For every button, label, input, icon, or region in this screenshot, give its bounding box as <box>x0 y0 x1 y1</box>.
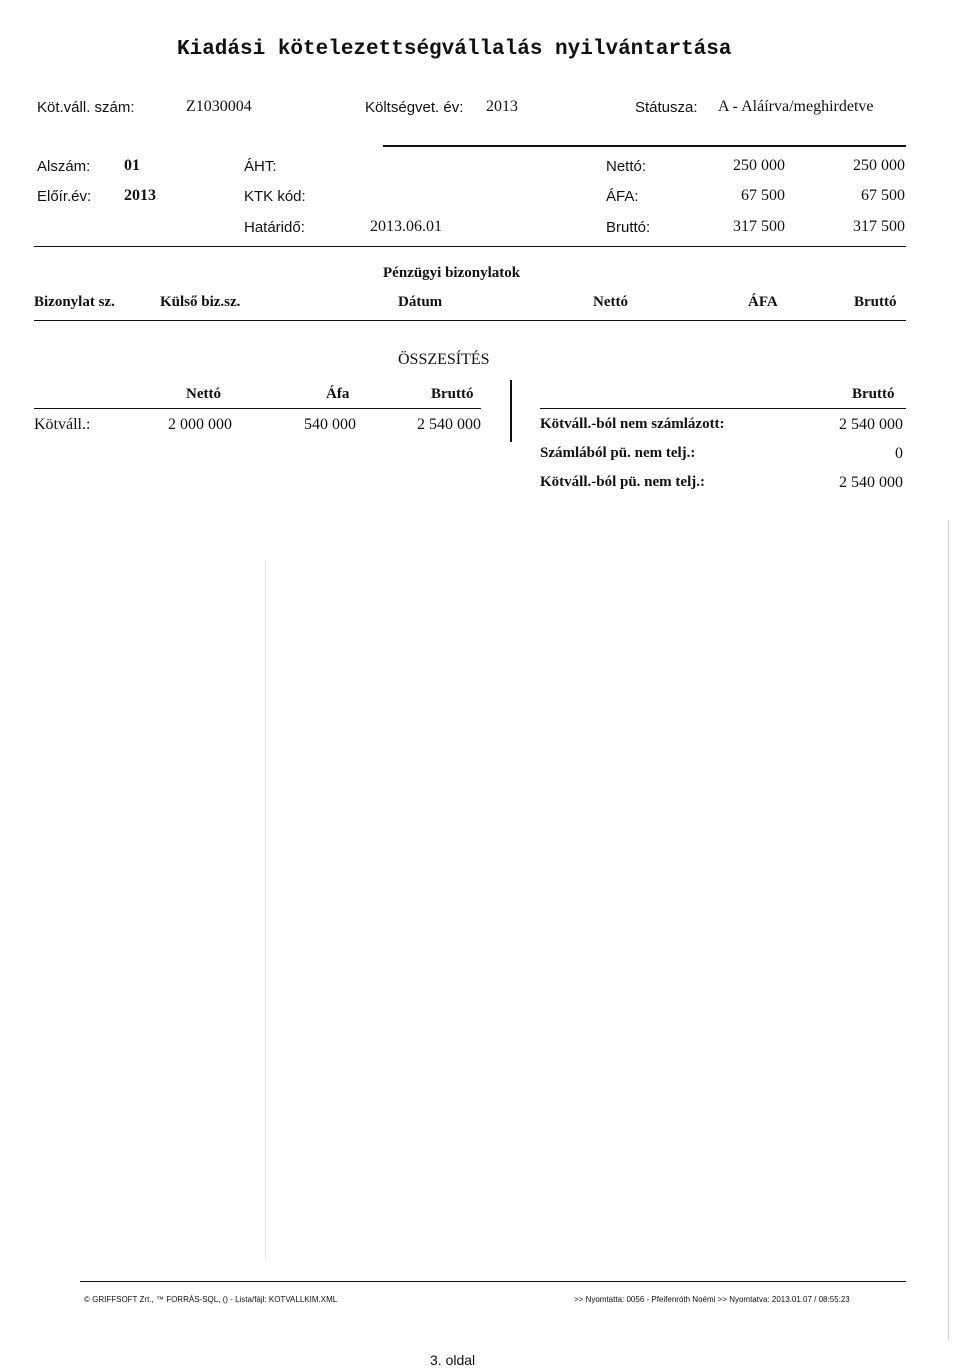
brutto-value-1: 317 500 <box>733 218 785 235</box>
summary-header-brutto: Bruttó <box>431 386 474 402</box>
summary-value-netto: 2 000 000 <box>168 416 232 433</box>
summary-value-brutto: 2 540 000 <box>417 416 481 433</box>
afa-value-2: 67 500 <box>861 187 905 204</box>
hatarido-label: Határidő: <box>244 219 305 236</box>
summary-right-value-3: 2 540 000 <box>839 474 903 491</box>
summary-title: ÖSSZESÍTÉS <box>398 351 490 368</box>
summary-right-value-2: 0 <box>895 445 903 462</box>
summary-header-netto: Nettó <box>186 386 221 402</box>
financial-docs-rule <box>34 320 906 321</box>
financial-docs-title: Pénzügyi bizonylatok <box>383 265 521 281</box>
summary-right-value-1: 2 540 000 <box>839 416 903 433</box>
col-afa: ÁFA <box>748 294 778 310</box>
col-datum: Dátum <box>398 294 443 310</box>
details-rule <box>34 246 906 247</box>
summary-row-label: Kötváll.: <box>34 416 91 433</box>
summary-right-rule <box>540 408 906 409</box>
col-kulso-biz-sz: Külső biz.sz. <box>160 294 241 310</box>
netto-label: Nettó: <box>606 158 647 175</box>
hatarido-value: 2013.06.01 <box>370 218 442 235</box>
summary-value-afa: 540 000 <box>304 416 356 433</box>
header-rule <box>383 145 906 147</box>
summary-right-label-1: Kötváll.-ból nem számlázott: <box>540 416 725 432</box>
scan-mark <box>948 520 949 1340</box>
alszam-value: 01 <box>124 157 140 174</box>
brutto-label: Bruttó: <box>606 219 651 236</box>
eloir-ev-label: Előír.év: <box>37 188 92 205</box>
summary-right-header-brutto: Bruttó <box>852 386 895 402</box>
summary-divider <box>510 380 512 442</box>
aht-label: ÁHT: <box>244 158 277 175</box>
document-title: Kiadási kötelezettségvállalás nyilvántartása <box>177 38 732 61</box>
col-netto: Nettó <box>593 294 628 310</box>
statusza-value: A - Aláírva/meghirdetve <box>718 98 874 115</box>
footer-right-text: >> Nyomtatta: 0056 - Pfeifenróth Noémi >> Nyomtatva: 2013.01.07 / 08:55:23 <box>574 1295 850 1304</box>
statusza-label: Státusza: <box>635 99 698 116</box>
netto-value-1: 250 000 <box>733 157 785 174</box>
summary-left-rule <box>34 408 481 409</box>
alszam-label: Alszám: <box>37 158 91 175</box>
summary-right-label-2: Számlából pü. nem telj.: <box>540 445 696 461</box>
koltsegvet-ev-label: Költségvet. év: <box>365 99 464 116</box>
brutto-value-2: 317 500 <box>853 218 905 235</box>
summary-header-afa: Áfa <box>326 386 350 402</box>
scan-mark <box>265 560 266 1260</box>
netto-value-2: 250 000 <box>853 157 905 174</box>
page-number: 3. oldal <box>430 1352 476 1368</box>
summary-right-label-3: Kötváll.-ból pü. nem telj.: <box>540 474 705 490</box>
col-brutto: Bruttó <box>854 294 897 310</box>
eloir-ev-value: 2013 <box>124 187 156 204</box>
col-bizonylat-sz: Bizonylat sz. <box>34 294 115 310</box>
footer-left-text: © GRIFFSOFT Zrt., ™ FORRÁS-SQL, () - Lista/fájl: KOTVALLKIM.XML <box>84 1295 338 1304</box>
footer-rule <box>80 1281 906 1282</box>
ktk-kod-label: KTK kód: <box>244 188 306 205</box>
afa-value-1: 67 500 <box>741 187 785 204</box>
kotvall-szam-label: Köt.váll. szám: <box>37 99 135 116</box>
kotvall-szam-value: Z1030004 <box>186 98 252 115</box>
koltsegvet-ev-value: 2013 <box>486 98 518 115</box>
afa-label: ÁFA: <box>606 188 639 205</box>
